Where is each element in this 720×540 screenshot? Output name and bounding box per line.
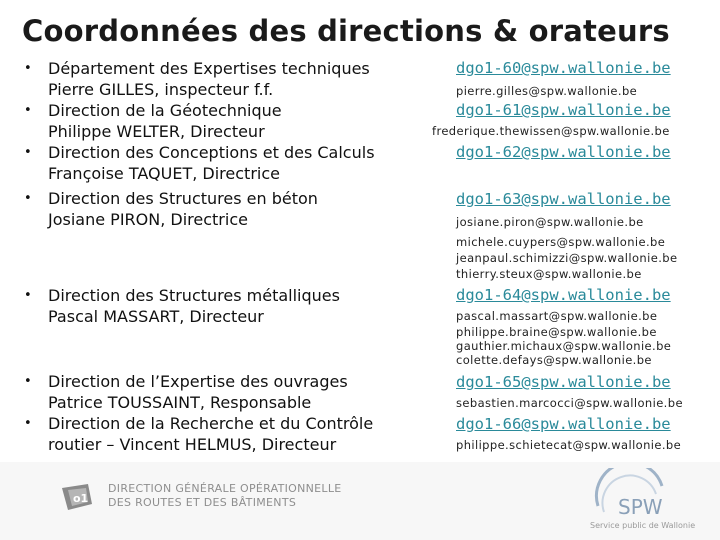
email-link-dgo1-60[interactable]: dgo1-60@spw.wallonie.be bbox=[456, 59, 671, 77]
direction-name: Direction de l’Expertise des ouvrages bbox=[48, 372, 348, 391]
direction-name: Direction des Structures en béton bbox=[48, 189, 318, 208]
email-link-dgo1-61[interactable]: dgo1-61@spw.wallonie.be bbox=[456, 101, 671, 119]
email-link-dgo1-64[interactable]: dgo1-64@spw.wallonie.be bbox=[456, 286, 671, 304]
direction-name: Direction des Conceptions et des Calculs bbox=[48, 143, 375, 162]
direction-name: Direction des Structures métalliques bbox=[48, 286, 340, 305]
email-link-philippe-schietecat[interactable]: philippe.schietecat@spw.wallonie.be bbox=[456, 438, 682, 452]
email-link-michele-cuypers[interactable]: michele.cuypers@spw.wallonie.be bbox=[456, 235, 666, 249]
email-link-dgo1-66[interactable]: dgo1-66@spw.wallonie.be bbox=[456, 415, 671, 433]
email-link-colette-defays[interactable]: colette.defays@spw.wallonie.be bbox=[456, 353, 652, 367]
director-name: Josiane PIRON, Directrice bbox=[48, 210, 248, 229]
bullet: • bbox=[24, 416, 32, 431]
dgo1-logo-icon bbox=[58, 480, 98, 514]
svg-text:o1: o1 bbox=[73, 492, 89, 505]
bullet: • bbox=[24, 374, 32, 389]
director-name: Pascal MASSART, Directeur bbox=[48, 307, 264, 326]
director-name: Philippe WELTER, Directeur bbox=[48, 122, 265, 141]
bullet: • bbox=[24, 61, 32, 76]
bullet: • bbox=[24, 191, 32, 206]
bullet: • bbox=[24, 288, 32, 303]
email-link-josiane-piron[interactable]: josiane.piron@spw.wallonie.be bbox=[456, 215, 644, 229]
email-link-pierre-gilles[interactable]: pierre.gilles@spw.wallonie.be bbox=[456, 84, 638, 98]
director-name: routier – Vincent HELMUS, Directeur bbox=[48, 435, 337, 454]
footer-direction-text bbox=[108, 482, 342, 510]
spw-tagline: Service public de Wallonie bbox=[590, 521, 696, 530]
spw-label: SPW bbox=[618, 495, 663, 519]
email-link-sebastien-marcocci[interactable]: sebastien.marcocci@spw.wallonie.be bbox=[456, 396, 683, 410]
email-link-dgo1-63[interactable]: dgo1-63@spw.wallonie.be bbox=[456, 190, 671, 208]
direction-name: Direction de la Géotechnique bbox=[48, 101, 282, 120]
direction-name: Direction de la Recherche et du Contrôle bbox=[48, 414, 374, 433]
direction-name: Département des Expertises techniques bbox=[48, 59, 370, 78]
email-link-gauthier-michaux[interactable]: gauthier.michaux@spw.wallonie.be bbox=[456, 339, 672, 353]
footer-line: DES ROUTES ET DES BÂTIMENTS bbox=[108, 496, 297, 509]
email-link-frederique-thewissen[interactable]: frederique.thewissen@spw.wallonie.be bbox=[432, 124, 670, 138]
email-link-pascal-massart[interactable]: pascal.massart@spw.wallonie.be bbox=[456, 309, 658, 323]
bullet: • bbox=[24, 145, 32, 160]
bullet: • bbox=[24, 103, 32, 118]
email-link-jeanpaul-schimizzi[interactable]: jeanpaul.schimizzi@spw.wallonie.be bbox=[456, 251, 678, 265]
director-name: Patrice TOUSSAINT, Responsable bbox=[48, 393, 312, 412]
footer-line: DIRECTION GÉNÉRALE OPÉRATIONNELLE bbox=[108, 482, 342, 495]
email-link-dgo1-62[interactable]: dgo1-62@spw.wallonie.be bbox=[456, 143, 671, 161]
email-link-dgo1-65[interactable]: dgo1-65@spw.wallonie.be bbox=[456, 373, 671, 391]
director-name: Pierre GILLES, inspecteur f.f. bbox=[48, 80, 274, 99]
email-link-philippe-braine[interactable]: philippe.braine@spw.wallonie.be bbox=[456, 325, 657, 339]
page-title: Coordonnées des directions & orateurs bbox=[22, 14, 670, 48]
director-name: Françoise TAQUET, Directrice bbox=[48, 164, 280, 183]
email-link-thierry-steux[interactable]: thierry.steux@spw.wallonie.be bbox=[456, 267, 642, 281]
